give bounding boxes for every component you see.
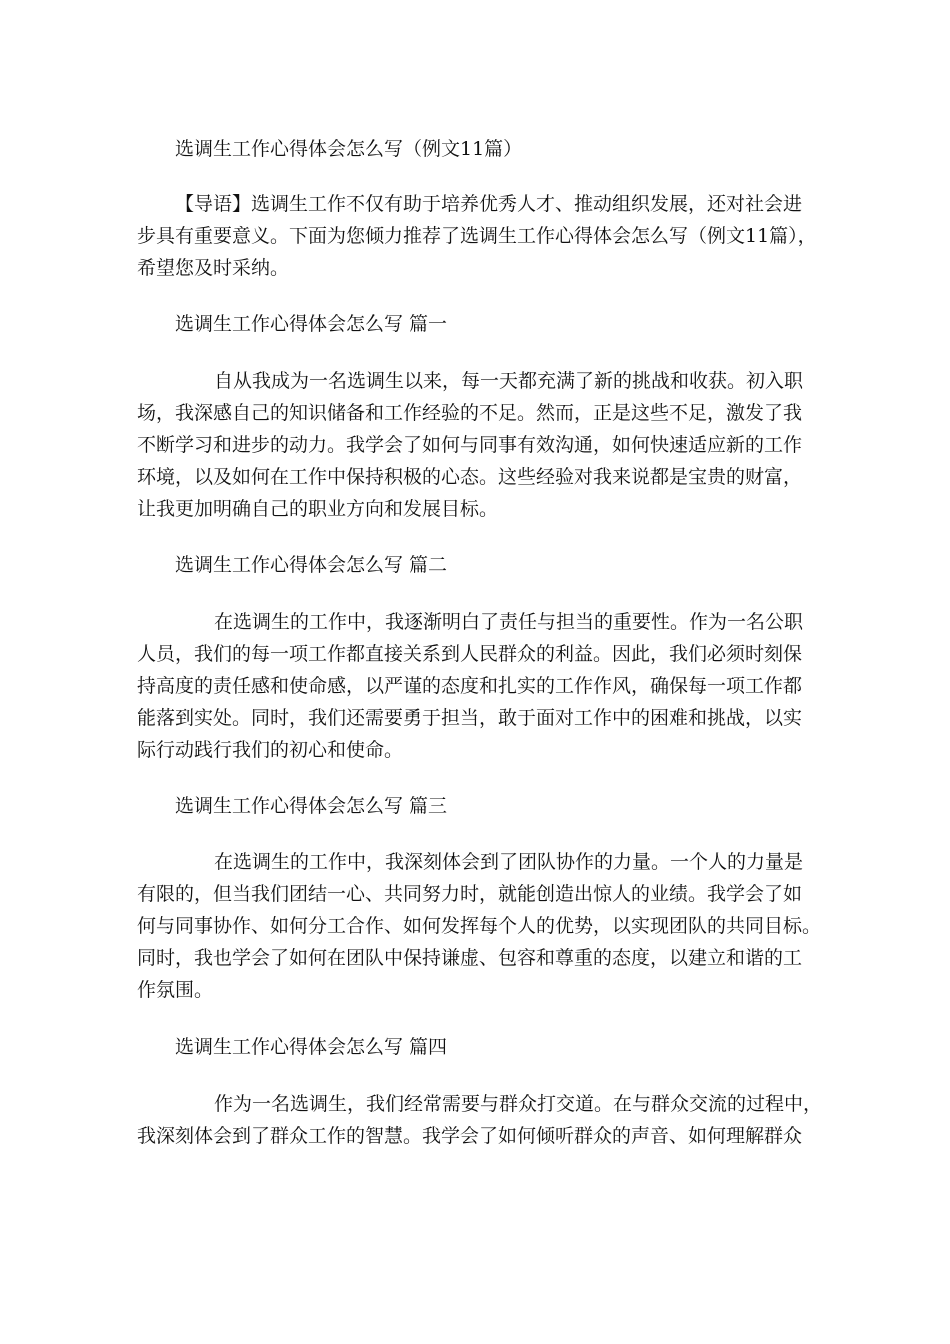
paragraph-line: 在选调生的工作中，我深刻体会到了团队协作的力量。一个人的力量是 (214, 851, 804, 873)
section-heading: 选调生工作心得体会怎么写 篇一 (175, 313, 448, 335)
paragraph-line: 同时，我也学会了如何在团队中保持谦虚、包容和尊重的态度，以建立和谐的工 (137, 947, 803, 969)
paragraph-line: 何与同事协作、如何分工合作、如何发挥每个人的优势，以实现团队的共同目标。 (137, 915, 822, 937)
paragraph-line: 作氛围。 (137, 979, 214, 1001)
paragraph-line: 自从我成为一名选调生以来，每一天都充满了新的挑战和收获。初入职 (214, 370, 804, 392)
paragraph-line: 能落到实处。同时，我们还需要勇于担当，敢于面对工作中的困难和挑战，以实 (137, 707, 803, 729)
paragraph-line: 际行动践行我们的初心和使命。 (137, 739, 404, 761)
section-heading: 选调生工作心得体会怎么写 篇二 (175, 554, 448, 576)
document-title: 选调生工作心得体会怎么写（例文11篇） (175, 138, 523, 160)
paragraph-line: 有限的，但当我们团结一心、共同努力时，就能创造出惊人的业绩。我学会了如 (137, 883, 803, 905)
paragraph-line: 场，我深感自己的知识储备和工作经验的不足。然而，正是这些不足，激发了我 (137, 402, 803, 424)
paragraph-line: 我深刻体会到了群众工作的智慧。我学会了如何倾听群众的声音、如何理解群众 (137, 1125, 803, 1147)
intro-line: 步具有重要意义。下面为您倾力推荐了选调生工作心得体会怎么写（例文11篇）， (137, 225, 817, 247)
paragraph-line: 作为一名选调生，我们经常需要与群众打交道。在与群众交流的过程中， (214, 1093, 823, 1115)
paragraph-line: 让我更加明确自己的职业方向和发展目标。 (137, 498, 499, 520)
section-heading: 选调生工作心得体会怎么写 篇三 (175, 795, 448, 817)
paragraph-line: 不断学习和进步的动力。我学会了如何与同事有效沟通，如何快速适应新的工作 (137, 434, 803, 456)
paragraph-line: 在选调生的工作中，我逐渐明白了责任与担当的重要性。作为一名公职 (214, 611, 804, 633)
section-heading: 选调生工作心得体会怎么写 篇四 (175, 1036, 448, 1058)
paragraph-line: 人员，我们的每一项工作都直接关系到人民群众的利益。因此，我们必须时刻保 (137, 643, 803, 665)
intro-line: 【导语】选调生工作不仅有助于培养优秀人才、推动组织发展，还对社会进 (175, 193, 803, 215)
paragraph-line: 环境，以及如何在工作中保持积极的心态。这些经验对我来说都是宝贵的财富， (137, 466, 803, 488)
paragraph-line: 持高度的责任感和使命感，以严谨的态度和扎实的工作作风，确保每一项工作都 (137, 675, 803, 697)
intro-line: 希望您及时采纳。 (137, 257, 290, 279)
